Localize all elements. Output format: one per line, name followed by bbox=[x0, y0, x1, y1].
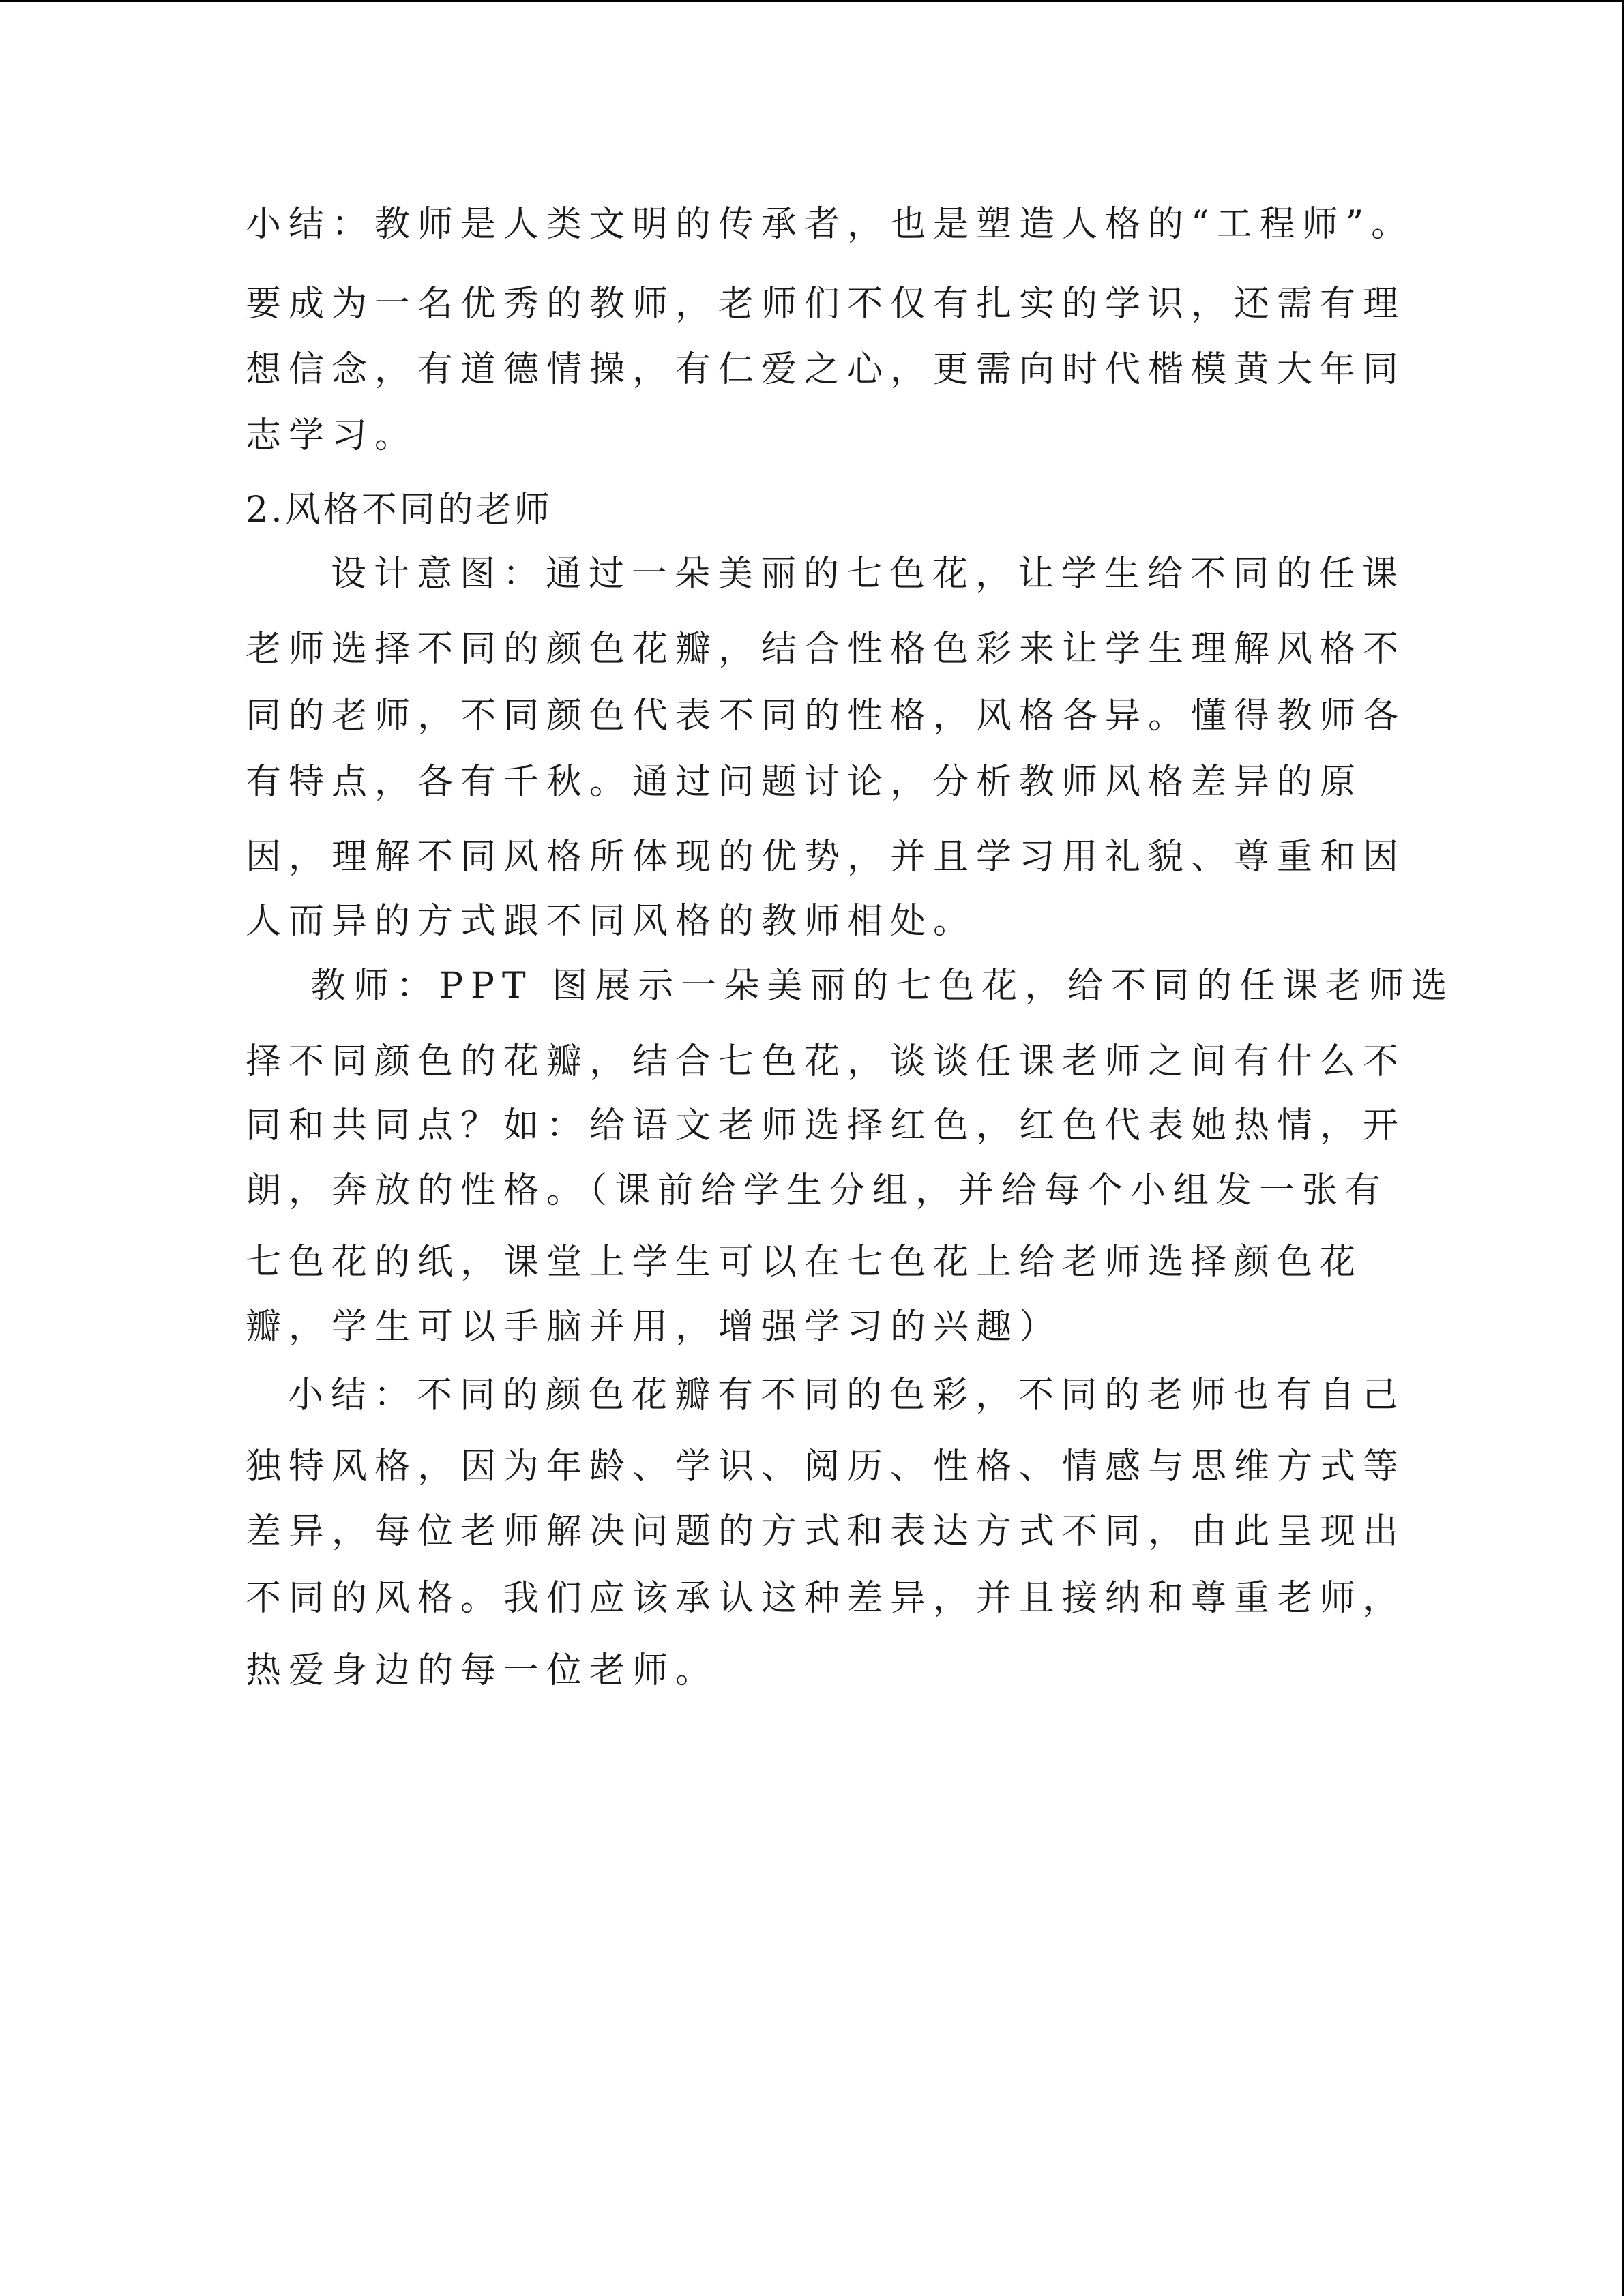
text-line-12: 教师：PPT 图展示一朵美丽的七色花，给不同的任课老师选 bbox=[310, 966, 1455, 1007]
text-line-18: 小结：不同的颜色花瓣有不同的色彩，不同的老师也有自己 bbox=[288, 1375, 1406, 1416]
text-line-19: 独特风格，因为年龄、学识、阅历、性格、情感与思维方式等 bbox=[246, 1446, 1406, 1487]
text-line-14: 同和共同点？如：给语文老师选择红色，红色代表她热情，开 bbox=[246, 1105, 1406, 1146]
section-heading: 2.风格不同的老师 bbox=[246, 490, 552, 531]
text-line-21: 不同的风格。我们应该承认这种差异，并且接纳和尊重老师， bbox=[246, 1578, 1406, 1619]
document-body bbox=[246, 0, 1455, 2296]
text-line-10: 因，理解不同风格所体现的优势，并且学习用礼貌、尊重和因 bbox=[246, 837, 1406, 878]
text-line-6: 设计意图：通过一朵美丽的七色花，让学生给不同的任课 bbox=[331, 554, 1406, 595]
text-line-4: 志学习。 bbox=[246, 415, 418, 456]
text-line-8: 同的老师，不同颜色代表不同的性格，风格各异。懂得教师各 bbox=[246, 696, 1406, 736]
text-line-13: 择不同颜色的花瓣，结合七色花，谈谈任课老师之间有什么不 bbox=[246, 1041, 1406, 1082]
text-line-2: 要成为一名优秀的教师，老师们不仅有扎实的学识，还需有理 bbox=[246, 284, 1406, 325]
text-line-15: 朗，奔放的性格。（课前给学生分组，并给每个小组发一张有 bbox=[246, 1170, 1389, 1211]
text-line-22: 热爱身边的每一位老师。 bbox=[246, 1650, 719, 1691]
text-line-20: 差异，每位老师解决问题的方式和表达方式不同，由此呈现出 bbox=[246, 1511, 1406, 1552]
text-line-17: 瓣，学生可以手脑并用，增强学习的兴趣） bbox=[246, 1307, 1063, 1347]
text-line-3: 想信念，有道德情操，有仁爱之心，更需向时代楷模黄大年同 bbox=[246, 349, 1406, 390]
text-line-11: 人而异的方式跟不同风格的教师相处。 bbox=[246, 901, 977, 942]
text-line-7: 老师选择不同的颜色花瓣，结合性格色彩来让学生理解风格不 bbox=[246, 629, 1406, 670]
text-line-16: 七色花的纸，课堂上学生可以在七色花上给老师选择颜色花 bbox=[246, 1242, 1363, 1283]
text-line-1: 小结：教师是人类文明的传承者，也是塑造人格的“工程师”。 bbox=[246, 204, 1415, 245]
text-line-9: 有特点，各有千秋。通过问题讨论，分析教师风格差异的原 bbox=[246, 762, 1363, 803]
